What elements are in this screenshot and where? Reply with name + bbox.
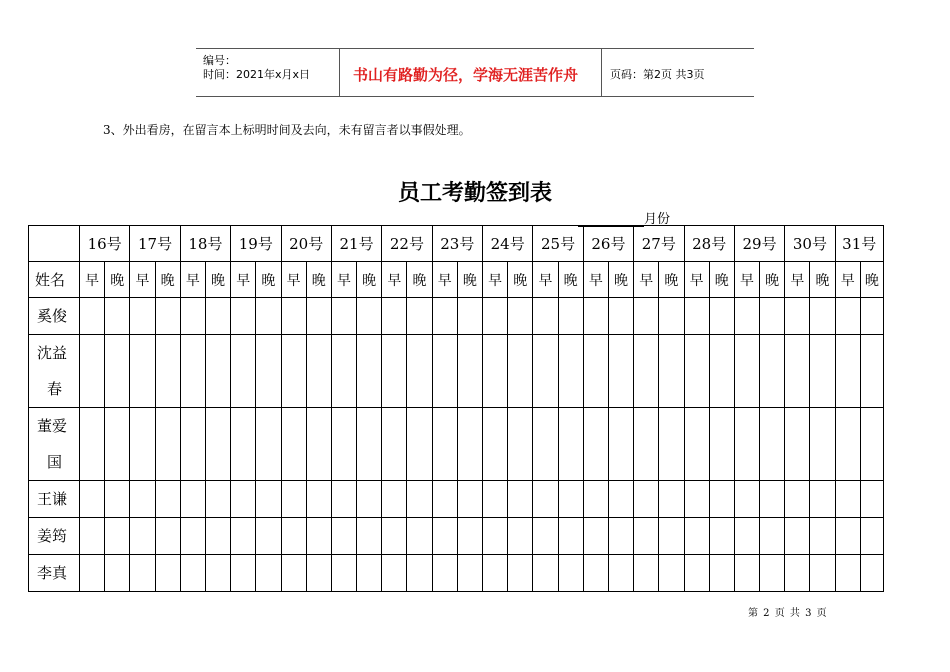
attendance-cell[interactable] [558, 518, 583, 555]
attendance-cell[interactable] [508, 335, 533, 408]
attendance-cell[interactable] [80, 408, 105, 481]
attendance-cell[interactable] [810, 408, 835, 481]
attendance-cell[interactable] [785, 408, 810, 481]
attendance-cell[interactable] [331, 518, 356, 555]
attendance-cell[interactable] [256, 555, 281, 592]
attendance-cell[interactable] [382, 518, 407, 555]
evening-header: 晚 [709, 262, 734, 298]
employee-name: 王谦 [29, 481, 80, 518]
header-top-rule [196, 48, 754, 49]
day-header: 23号 [432, 226, 482, 262]
attendance-cell[interactable] [180, 298, 205, 335]
attendance-cell[interactable] [860, 481, 883, 518]
attendance-cell[interactable] [508, 518, 533, 555]
attendance-cell[interactable] [810, 335, 835, 408]
attendance-cell[interactable] [608, 298, 633, 335]
evening-header: 晚 [810, 262, 835, 298]
attendance-cell[interactable] [306, 555, 331, 592]
attendance-cell[interactable] [331, 555, 356, 592]
morning-header: 早 [231, 262, 256, 298]
attendance-cell[interactable] [382, 335, 407, 408]
attendance-cell[interactable] [130, 555, 155, 592]
attendance-cell[interactable] [810, 481, 835, 518]
attendance-cell[interactable] [810, 555, 835, 592]
attendance-cell[interactable] [583, 555, 608, 592]
table-row [29, 481, 884, 518]
attendance-cell[interactable] [760, 335, 785, 408]
attendance-cell[interactable] [583, 335, 608, 408]
day-header: 28号 [684, 226, 734, 262]
header-page: 页码：第2页 共3页 [610, 68, 705, 81]
attendance-cell[interactable] [608, 555, 633, 592]
attendance-cell[interactable] [432, 335, 457, 408]
morning-header: 早 [483, 262, 508, 298]
attendance-cell[interactable] [457, 518, 482, 555]
attendance-cell[interactable] [407, 408, 432, 481]
attendance-cell[interactable] [760, 481, 785, 518]
attendance-cell[interactable] [432, 408, 457, 481]
attendance-cell[interactable] [483, 518, 508, 555]
employee-name-line2: 国 [47, 453, 63, 471]
attendance-cell[interactable] [357, 335, 382, 408]
morning-header: 早 [634, 262, 659, 298]
attendance-cell[interactable] [130, 298, 155, 335]
employee-name: 李真 [29, 555, 80, 592]
attendance-cell[interactable] [734, 481, 759, 518]
day-header: 20号 [281, 226, 331, 262]
attendance-cell[interactable] [382, 555, 407, 592]
attendance-cell[interactable] [684, 518, 709, 555]
attendance-cell[interactable] [130, 408, 155, 481]
attendance-cell[interactable] [835, 518, 860, 555]
day-header: 21号 [331, 226, 381, 262]
morning-header: 早 [382, 262, 407, 298]
attendance-cell[interactable] [760, 518, 785, 555]
attendance-cell[interactable] [483, 481, 508, 518]
attendance-cell[interactable] [306, 298, 331, 335]
evening-header: 晚 [608, 262, 633, 298]
attendance-cell[interactable] [105, 298, 130, 335]
attendance-cell[interactable] [785, 335, 810, 408]
attendance-cell[interactable] [432, 555, 457, 592]
morning-header: 早 [684, 262, 709, 298]
attendance-cell[interactable] [785, 298, 810, 335]
morning-header: 早 [583, 262, 608, 298]
attendance-cell[interactable] [659, 555, 684, 592]
evening-header: 晚 [357, 262, 382, 298]
evening-header: 晚 [205, 262, 230, 298]
attendance-cell[interactable] [331, 408, 356, 481]
attendance-cell[interactable] [734, 408, 759, 481]
evening-header: 晚 [508, 262, 533, 298]
attendance-cell[interactable] [508, 298, 533, 335]
attendance-cell[interactable] [105, 555, 130, 592]
morning-header: 早 [80, 262, 105, 298]
employee-name-line2: 春 [47, 380, 63, 398]
attendance-cell[interactable] [357, 518, 382, 555]
day-header: 26号 [583, 226, 633, 262]
attendance-cell[interactable] [256, 481, 281, 518]
attendance-cell[interactable] [684, 408, 709, 481]
employee-name: 姜筠 [29, 518, 80, 555]
morning-header: 早 [785, 262, 810, 298]
attendance-cell[interactable] [231, 518, 256, 555]
attendance-cell[interactable] [860, 408, 883, 481]
attendance-cell[interactable] [483, 408, 508, 481]
attendance-cell[interactable] [180, 518, 205, 555]
attendance-cell[interactable] [155, 555, 180, 592]
attendance-cell[interactable] [205, 335, 230, 408]
employee-name-line1: 沈益 [37, 344, 68, 362]
attendance-cell[interactable] [835, 481, 860, 518]
attendance-cell[interactable] [281, 481, 306, 518]
attendance-cell[interactable] [457, 298, 482, 335]
attendance-cell[interactable] [357, 298, 382, 335]
attendance-cell[interactable] [583, 518, 608, 555]
header-number: 编号： [203, 54, 236, 67]
day-header: 18号 [180, 226, 230, 262]
attendance-cell[interactable] [155, 298, 180, 335]
attendance-cell[interactable] [785, 481, 810, 518]
attendance-cell[interactable] [608, 481, 633, 518]
evening-header: 晚 [760, 262, 785, 298]
attendance-cell[interactable] [281, 555, 306, 592]
attendance-cell[interactable] [231, 335, 256, 408]
attendance-cell[interactable] [634, 555, 659, 592]
employee-name [29, 335, 80, 408]
attendance-table [28, 225, 884, 592]
attendance-cell[interactable] [709, 481, 734, 518]
header-time: 时间：2021年x月x日 [203, 68, 311, 81]
attendance-cell[interactable] [205, 555, 230, 592]
attendance-cell[interactable] [105, 518, 130, 555]
attendance-cell[interactable] [533, 335, 558, 408]
day-header: 31号 [835, 226, 883, 262]
attendance-cell[interactable] [659, 408, 684, 481]
attendance-cell[interactable] [684, 335, 709, 408]
table-row [29, 335, 884, 408]
morning-header: 早 [180, 262, 205, 298]
attendance-cell[interactable] [659, 481, 684, 518]
evening-header: 晚 [860, 262, 883, 298]
evening-header: 晚 [659, 262, 684, 298]
attendance-cell[interactable] [508, 408, 533, 481]
day-header: 30号 [785, 226, 835, 262]
attendance-cell[interactable] [256, 335, 281, 408]
attendance-cell[interactable] [533, 298, 558, 335]
attendance-cell[interactable] [734, 298, 759, 335]
attendance-cell[interactable] [860, 555, 883, 592]
day-header: 29号 [734, 226, 784, 262]
attendance-cell[interactable] [281, 335, 306, 408]
table-row [29, 555, 884, 592]
attendance-cell[interactable] [785, 518, 810, 555]
attendance-cell[interactable] [634, 408, 659, 481]
header-motto: 书山有路勤为径，学海无涯苦作舟 [353, 66, 579, 84]
attendance-cell[interactable] [583, 408, 608, 481]
attendance-cell[interactable] [205, 408, 230, 481]
attendance-cell[interactable] [835, 335, 860, 408]
attendance-cell[interactable] [281, 298, 306, 335]
attendance-cell[interactable] [256, 518, 281, 555]
attendance-cell[interactable] [684, 555, 709, 592]
attendance-cell[interactable] [407, 298, 432, 335]
attendance-cell[interactable] [205, 298, 230, 335]
attendance-cell[interactable] [331, 481, 356, 518]
attendance-cell[interactable] [608, 408, 633, 481]
attendance-cell[interactable] [533, 481, 558, 518]
attendance-cell[interactable] [155, 408, 180, 481]
attendance-cell[interactable] [835, 408, 860, 481]
attendance-cell[interactable] [407, 518, 432, 555]
attendance-cell[interactable] [583, 481, 608, 518]
attendance-cell[interactable] [634, 335, 659, 408]
attendance-cell[interactable] [558, 555, 583, 592]
attendance-cell[interactable] [105, 481, 130, 518]
attendance-cell[interactable] [709, 518, 734, 555]
attendance-cell[interactable] [231, 555, 256, 592]
name-header: 姓名 [29, 262, 80, 298]
attendance-cell[interactable] [785, 555, 810, 592]
evening-header: 晚 [155, 262, 180, 298]
day-header: 27号 [634, 226, 684, 262]
attendance-cell[interactable] [80, 481, 105, 518]
header-divider-right [601, 48, 602, 96]
attendance-cell[interactable] [357, 408, 382, 481]
evening-header: 晚 [306, 262, 331, 298]
attendance-cell[interactable] [457, 555, 482, 592]
attendance-cell[interactable] [432, 481, 457, 518]
attendance-cell[interactable] [533, 518, 558, 555]
employee-name-line1: 董爱 [37, 417, 68, 435]
attendance-cell[interactable] [231, 408, 256, 481]
attendance-cell[interactable] [231, 481, 256, 518]
attendance-cell[interactable] [634, 298, 659, 335]
attendance-cell[interactable] [155, 518, 180, 555]
attendance-cell[interactable] [760, 298, 785, 335]
attendance-cell[interactable] [256, 408, 281, 481]
attendance-cell[interactable] [533, 555, 558, 592]
attendance-cell[interactable] [457, 408, 482, 481]
attendance-cell[interactable] [835, 298, 860, 335]
attendance-cell[interactable] [205, 481, 230, 518]
attendance-cell[interactable] [80, 518, 105, 555]
attendance-cell[interactable] [130, 518, 155, 555]
day-header: 19号 [231, 226, 281, 262]
attendance-cell[interactable] [155, 481, 180, 518]
attendance-cell[interactable] [684, 481, 709, 518]
attendance-cell[interactable] [382, 298, 407, 335]
attendance-cell[interactable] [357, 481, 382, 518]
attendance-cell[interactable] [483, 298, 508, 335]
attendance-cell[interactable] [483, 335, 508, 408]
attendance-cell[interactable] [608, 518, 633, 555]
attendance-cell[interactable] [709, 408, 734, 481]
attendance-cell[interactable] [634, 481, 659, 518]
attendance-cell[interactable] [432, 298, 457, 335]
attendance-cell[interactable] [357, 555, 382, 592]
table-row [29, 408, 884, 481]
attendance-cell[interactable] [709, 335, 734, 408]
attendance-cell[interactable] [407, 555, 432, 592]
morning-header: 早 [734, 262, 759, 298]
attendance-cell[interactable] [306, 335, 331, 408]
attendance-cell[interactable] [860, 335, 883, 408]
attendance-cell[interactable] [281, 518, 306, 555]
corner-cell [29, 226, 80, 262]
day-header: 16号 [80, 226, 130, 262]
attendance-cell[interactable] [205, 518, 230, 555]
attendance-cell[interactable] [558, 408, 583, 481]
attendance-cell[interactable] [760, 408, 785, 481]
attendance-cell[interactable] [407, 335, 432, 408]
attendance-cell[interactable] [508, 481, 533, 518]
attendance-cell[interactable] [684, 298, 709, 335]
morning-header: 早 [281, 262, 306, 298]
day-header: 25号 [533, 226, 583, 262]
attendance-cell[interactable] [810, 298, 835, 335]
attendance-cell[interactable] [734, 555, 759, 592]
attendance-cell[interactable] [382, 408, 407, 481]
attendance-cell[interactable] [558, 335, 583, 408]
attendance-cell[interactable] [155, 335, 180, 408]
morning-header: 早 [130, 262, 155, 298]
employee-name: 奚俊 [29, 298, 80, 335]
attendance-cell[interactable] [835, 555, 860, 592]
attendance-cell[interactable] [709, 298, 734, 335]
attendance-cell[interactable] [810, 518, 835, 555]
rule-text: 3、外出看房，在留言本上标明时间及去向，未有留言者以事假处理。 [103, 123, 471, 137]
attendance-cell[interactable] [659, 335, 684, 408]
attendance-cell[interactable] [734, 518, 759, 555]
attendance-cell[interactable] [407, 481, 432, 518]
attendance-cell[interactable] [734, 335, 759, 408]
attendance-cell[interactable] [306, 481, 331, 518]
attendance-cell[interactable] [180, 555, 205, 592]
day-header: 24号 [483, 226, 533, 262]
attendance-cell[interactable] [382, 481, 407, 518]
attendance-cell[interactable] [180, 481, 205, 518]
morning-header: 早 [533, 262, 558, 298]
day-header: 22号 [382, 226, 432, 262]
attendance-cell[interactable] [80, 335, 105, 408]
evening-header: 晚 [558, 262, 583, 298]
attendance-cell[interactable] [105, 408, 130, 481]
attendance-cell[interactable] [483, 555, 508, 592]
attendance-cell[interactable] [533, 408, 558, 481]
table-row [29, 518, 884, 555]
attendance-cell[interactable] [860, 298, 883, 335]
evening-header: 晚 [256, 262, 281, 298]
attendance-cell[interactable] [583, 298, 608, 335]
attendance-cell[interactable] [331, 298, 356, 335]
attendance-cell[interactable] [306, 408, 331, 481]
attendance-cell[interactable] [760, 555, 785, 592]
attendance-cell[interactable] [180, 335, 205, 408]
attendance-cell[interactable] [608, 335, 633, 408]
attendance-cell[interactable] [256, 298, 281, 335]
attendance-cell[interactable] [432, 518, 457, 555]
attendance-cell[interactable] [331, 335, 356, 408]
attendance-cell[interactable] [180, 408, 205, 481]
attendance-cell[interactable] [659, 518, 684, 555]
month-label: 月份 [644, 212, 671, 227]
attendance-cell[interactable] [281, 408, 306, 481]
morning-header: 早 [432, 262, 457, 298]
evening-header: 晚 [457, 262, 482, 298]
morning-header: 早 [835, 262, 860, 298]
evening-header: 晚 [407, 262, 432, 298]
attendance-cell[interactable] [634, 518, 659, 555]
table-row [29, 298, 884, 335]
attendance-cell[interactable] [80, 298, 105, 335]
attendance-cell[interactable] [860, 518, 883, 555]
attendance-cell[interactable] [80, 555, 105, 592]
attendance-cell[interactable] [457, 335, 482, 408]
page-footer: 第 2 页 共 3 页 [748, 608, 828, 619]
attendance-cell[interactable] [306, 518, 331, 555]
attendance-cell[interactable] [105, 335, 130, 408]
attendance-cell[interactable] [130, 481, 155, 518]
header-divider-left [339, 48, 340, 96]
attendance-cell[interactable] [457, 481, 482, 518]
employee-name [29, 408, 80, 481]
header-bottom-rule [196, 96, 754, 97]
attendance-cell[interactable] [659, 298, 684, 335]
attendance-cell[interactable] [558, 481, 583, 518]
day-header: 17号 [130, 226, 180, 262]
attendance-cell[interactable] [558, 298, 583, 335]
attendance-cell[interactable] [231, 298, 256, 335]
evening-header: 晚 [105, 262, 130, 298]
page-title: 员工考勤签到表 [397, 180, 552, 206]
morning-header: 早 [331, 262, 356, 298]
attendance-cell[interactable] [130, 335, 155, 408]
attendance-cell[interactable] [709, 555, 734, 592]
attendance-cell[interactable] [508, 555, 533, 592]
